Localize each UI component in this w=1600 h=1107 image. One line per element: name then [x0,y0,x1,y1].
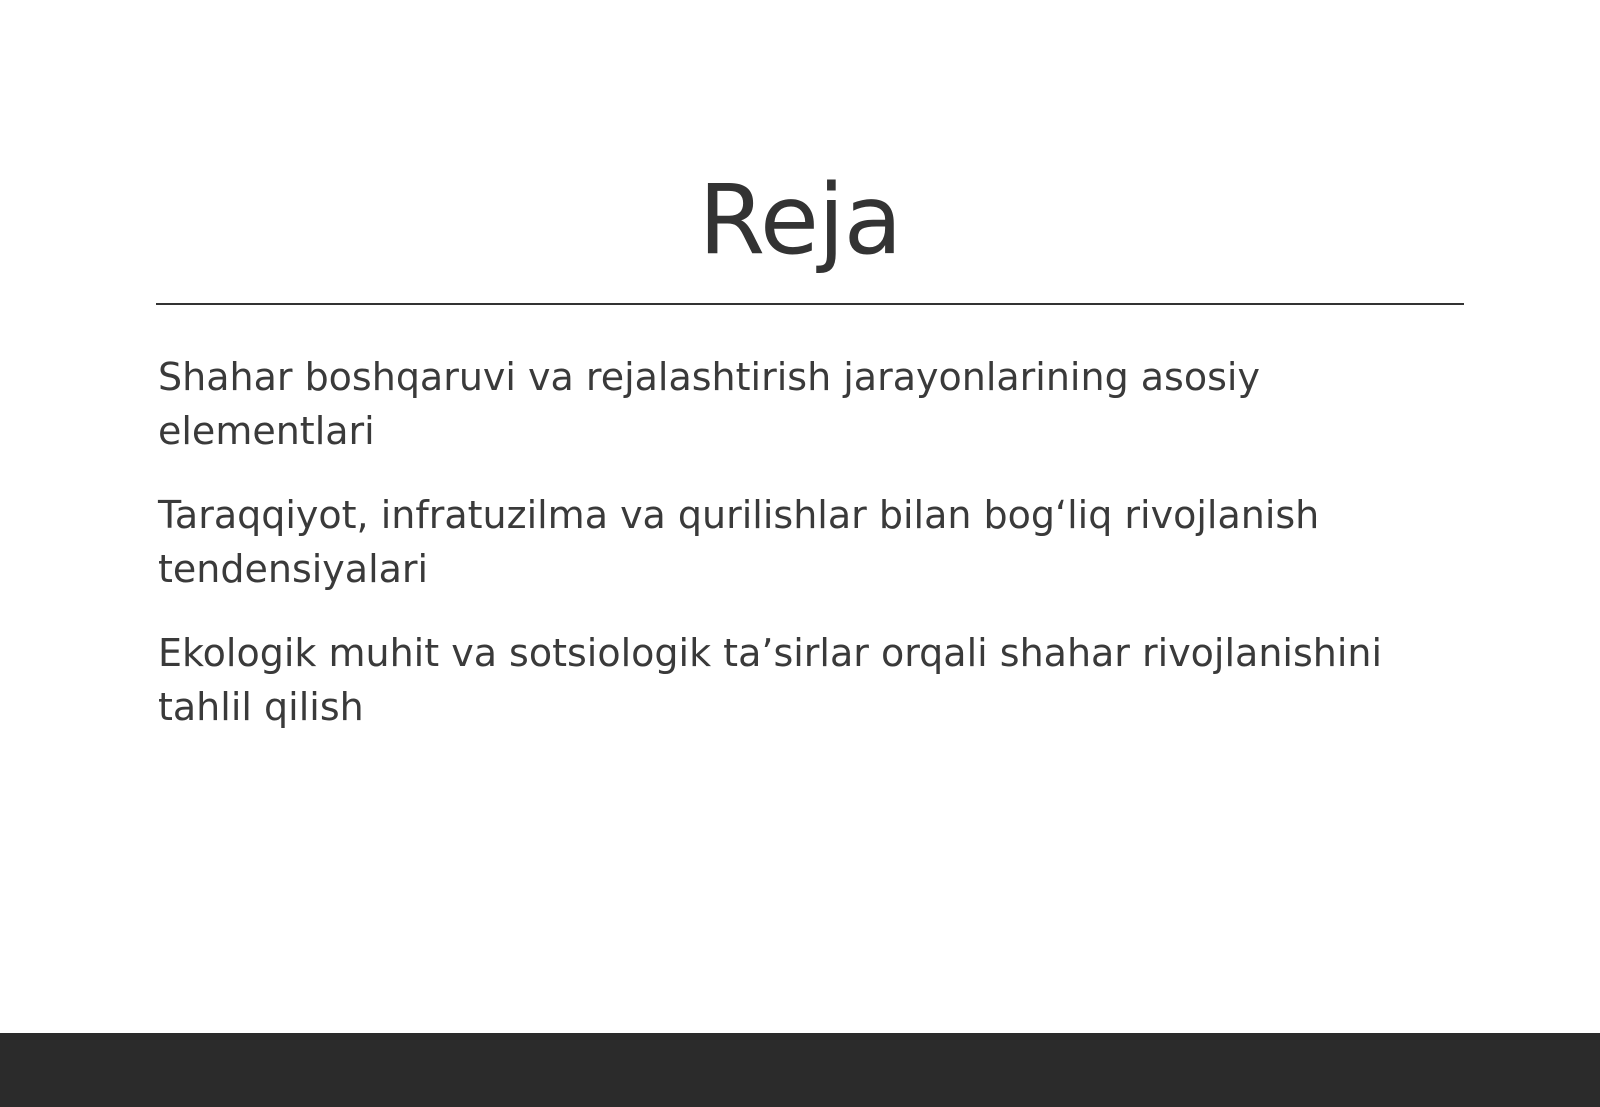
bullet-item: Shahar boshqaruvi va rejalashtirish jarayonlarining asosiy elementlari [158,355,1260,453]
footer-bar [0,1033,1600,1107]
bullet-item: Ekologik muhit va sotsiologik ta’sirlar orqali shahar rivojlanishini tahlil qilish [158,631,1383,729]
slide-title: Reja [698,164,902,276]
bullet-item: Taraqqiyot, infratuzilma va qurilishlar bilan bog‘liq rivojlanish tendensiyalari [158,493,1320,591]
bullet-list [158,350,1468,764]
title-divider [156,303,1464,305]
